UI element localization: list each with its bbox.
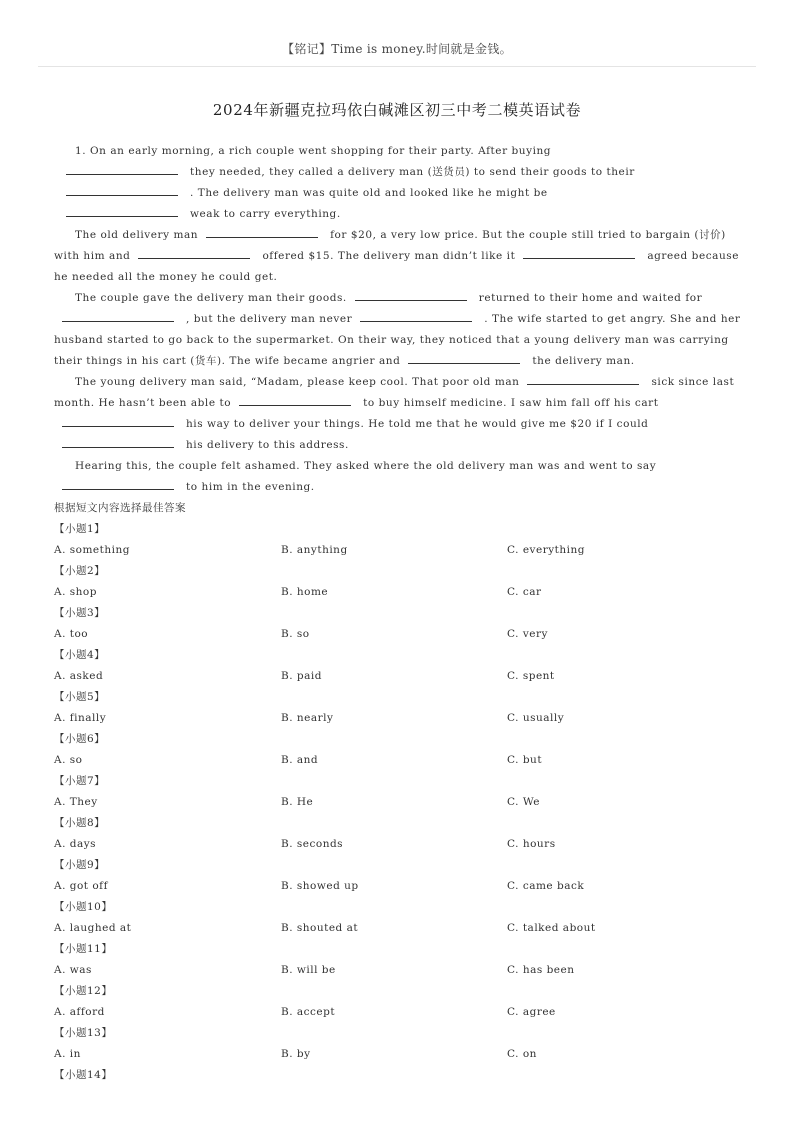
answer-blank-8[interactable] [62,309,174,322]
option-a[interactable]: A. days [54,838,97,850]
option-c[interactable]: C. but [507,754,543,766]
passage-text: Hearing this, the couple felt ashamed. They asked where the old delivery man was and went to say [75,460,657,472]
option-row [54,918,754,939]
option-c[interactable]: C. talked about [507,922,596,934]
question-label: 【小题2】 [54,565,106,577]
option-b[interactable]: B. so [281,628,310,640]
answer-blank-9[interactable] [360,309,472,322]
passage-paragraph-2 [54,225,744,288]
option-a[interactable]: A. asked [54,670,104,682]
option-c[interactable]: C. hours [507,838,556,850]
option-b[interactable]: B. by [281,1048,311,1060]
option-row [54,792,754,813]
option-a[interactable]: A. something [54,544,130,556]
passage-paragraph-3 [54,288,744,372]
passage-text: to buy himself medicine. I saw him fall off his cart [363,397,659,409]
answer-blank-2[interactable] [66,183,178,196]
option-b[interactable]: B. showed up [281,880,359,892]
option-row [54,960,754,981]
option-b[interactable]: B. will be [281,964,336,976]
option-a[interactable]: A. finally [54,712,107,724]
passage-text: The couple gave the delivery man their goods. [75,292,347,304]
question-label: 【小题9】 [54,859,106,871]
option-row [54,1044,754,1065]
option-row [54,750,754,771]
option-b[interactable]: B. nearly [281,712,334,724]
question-label: 【小题14】 [54,1069,113,1081]
passage-text: weak to carry everything. [190,208,341,220]
option-a[interactable]: A. got off [54,880,108,892]
answer-blank-1[interactable] [66,162,178,175]
passage-text: 1. On an early morning, a rich couple went shopping for their party. After buying [75,145,552,157]
option-b[interactable]: B. and [281,754,319,766]
option-c[interactable]: C. everything [507,544,585,556]
page-title: 2024年新疆克拉玛依白碱滩区初三中考二模英语试卷 [212,101,582,119]
passage-text: for $20, a very low price. But the couple still tried to bargain (讨价) with him and [54,229,726,262]
passage-text: his way to deliver your things. He told me that he would give me $20 if I could [186,418,649,430]
option-row [54,666,754,687]
passage-paragraph-4 [54,372,744,456]
passage-text: the delivery man. [532,355,635,367]
option-b[interactable]: B. home [281,586,329,598]
option-b[interactable]: B. He [281,796,314,808]
passage-text: offered $15. The delivery man didn’t like it [262,250,516,262]
option-row [54,876,754,897]
option-b[interactable]: B. seconds [281,838,344,850]
option-c[interactable]: C. usually [507,712,565,724]
option-b[interactable]: B. anything [281,544,348,556]
instruction-text: 根据短文内容选择最佳答案 [54,502,186,514]
passage-line [54,183,744,204]
passage-text: . The wife started to get angry. She and her husband started to go back to the supermarket. On their way, they noticed that a young delivery man was carrying their things in his cart (货车). The wife became angrier and [54,313,741,367]
question-label: 【小题12】 [54,985,113,997]
option-row [54,834,754,855]
option-b[interactable]: B. paid [281,670,322,682]
option-a[interactable]: A. afford [54,1006,105,1018]
option-a[interactable]: A. too [54,628,89,640]
option-c[interactable]: C. agree [507,1006,556,1018]
passage-paragraph-1 [54,141,744,162]
question-label: 【小题3】 [54,607,106,619]
option-a[interactable]: A. laughed at [54,922,132,934]
option-c[interactable]: C. on [507,1048,537,1060]
passage-text: returned to their home and waited for [478,292,703,304]
option-a[interactable]: A. was [54,964,92,976]
header-divider [38,66,756,67]
option-a[interactable]: A. in [54,1048,81,1060]
answer-blank-10[interactable] [408,351,520,364]
answer-blank-5[interactable] [138,246,250,259]
option-row [54,582,754,603]
question-label: 【小题11】 [54,943,113,955]
question-label: 【小题1】 [54,523,106,535]
answer-blank-7[interactable] [355,288,467,301]
questions-container [54,519,754,1086]
question-label: 【小题10】 [54,901,113,913]
answer-blank-15[interactable] [62,477,174,490]
passage-text: , but the delivery man never [186,313,353,325]
option-c[interactable]: C. has been [507,964,575,976]
question-label: 【小题13】 [54,1027,113,1039]
passage-text: The old delivery man [75,229,199,241]
passage-paragraph-5 [54,456,744,498]
passage-text: agreed because he needed all the money he could get. [54,250,739,283]
question-label: 【小题6】 [54,733,106,745]
question-label: 【小题7】 [54,775,106,787]
answer-blank-11[interactable] [527,372,639,385]
option-c[interactable]: C. very [507,628,548,640]
question-label: 【小题4】 [54,649,106,661]
answer-blank-6[interactable] [523,246,635,259]
passage-text: to him in the evening. [186,481,315,493]
option-c[interactable]: C. car [507,586,542,598]
passage-text: they needed, they called a delivery man (送货员) to send their goods to their [190,166,635,178]
passage-text: . The delivery man was quite old and looked like he might be [190,187,548,199]
option-a[interactable]: A. so [54,754,83,766]
option-b[interactable]: B. shouted at [281,922,359,934]
passage-paragraph-1-cont [54,162,744,183]
answer-blank-4[interactable] [206,225,318,238]
option-b[interactable]: B. accept [281,1006,336,1018]
question-list [54,498,754,1086]
option-c[interactable]: C. came back [507,880,585,892]
option-row [54,1002,754,1023]
cloze-passage [54,141,744,498]
option-row [54,540,754,561]
answer-blank-12[interactable] [239,393,351,406]
option-c[interactable]: C. We [507,796,540,808]
page-header: 【铭记】Time is money.时间就是金钱。 [282,42,512,56]
answer-blank-14[interactable] [62,435,174,448]
option-row [54,708,754,729]
passage-text: his delivery to this address. [186,439,349,451]
option-a[interactable]: A. They [54,796,98,808]
answer-blank-13[interactable] [62,414,174,427]
question-label: 【小题5】 [54,691,106,703]
answer-blank-3[interactable] [66,204,178,217]
question-label: 【小题8】 [54,817,106,829]
option-row [54,624,754,645]
passage-text: sick since last month. He hasn’t been able to [54,376,735,409]
passage-line [54,204,744,225]
option-c[interactable]: C. spent [507,670,555,682]
option-a[interactable]: A. shop [54,586,97,598]
passage-text: The young delivery man said, “Madam, please keep cool. That poor old man [75,376,520,388]
